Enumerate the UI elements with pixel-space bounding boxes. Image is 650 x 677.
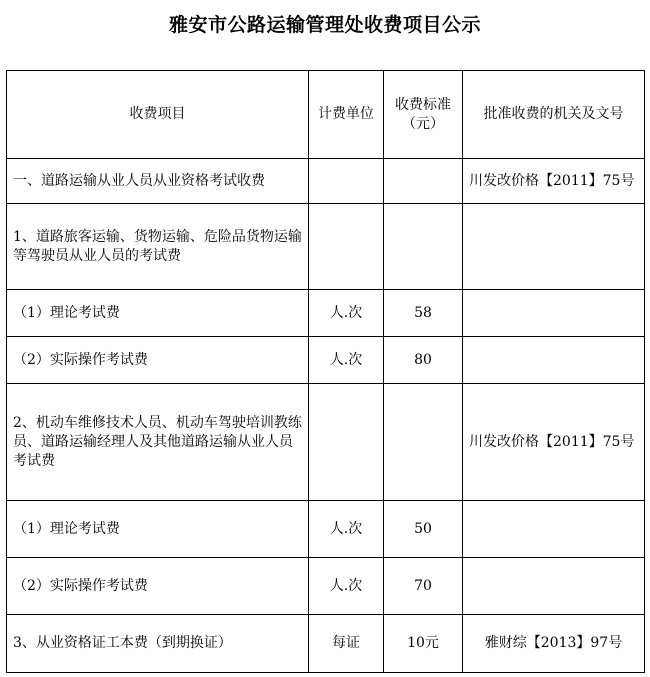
table-row <box>7 290 645 337</box>
cell-authority <box>463 290 645 337</box>
cell-item: （1）理论考试费 <box>7 501 309 558</box>
cell-item: 一、道路运输从业人员从业资格考试收费 <box>7 159 309 204</box>
page-title: 雅安市公路运输管理处收费项目公示 <box>168 14 481 36</box>
cell-standard: 80 <box>384 337 463 384</box>
cell-unit: 人.次 <box>309 501 384 558</box>
table-row <box>7 501 645 558</box>
cell-standard <box>384 204 463 290</box>
header-standard: 收费标准（元） <box>384 71 463 159</box>
cell-standard: 10元 <box>384 615 463 673</box>
cell-standard: 70 <box>384 558 463 615</box>
cell-authority <box>463 204 645 290</box>
table-row <box>7 204 645 290</box>
cell-item: （2）实际操作考试费 <box>7 558 309 615</box>
cell-unit <box>309 159 384 204</box>
table-row <box>7 159 645 204</box>
cell-standard: 58 <box>384 290 463 337</box>
cell-unit: 每证 <box>309 615 384 673</box>
cell-item: （1）理论考试费 <box>7 290 309 337</box>
cell-standard: 50 <box>384 501 463 558</box>
cell-unit: 人.次 <box>309 290 384 337</box>
cell-unit <box>309 384 384 501</box>
cell-unit: 人.次 <box>309 558 384 615</box>
table-row <box>7 384 645 501</box>
cell-authority <box>463 501 645 558</box>
cell-authority <box>463 337 645 384</box>
cell-unit: 人.次 <box>309 337 384 384</box>
table-row <box>7 558 645 615</box>
table-row <box>7 615 645 673</box>
cell-authority: 川发改价格【2011】75号 <box>463 159 645 204</box>
table-header-row <box>7 71 645 159</box>
cell-standard <box>384 159 463 204</box>
cell-item: （2）实际操作考试费 <box>7 337 309 384</box>
cell-standard <box>384 384 463 501</box>
fee-table <box>6 70 645 673</box>
header-authority: 批准收费的机关及文号 <box>463 71 645 159</box>
cell-item: 3、从业资格证工本费（到期换证） <box>7 615 309 673</box>
header-unit: 计费单位 <box>309 71 384 159</box>
cell-authority: 川发改价格【2011】75号 <box>463 384 645 501</box>
cell-unit <box>309 204 384 290</box>
cell-authority <box>463 558 645 615</box>
cell-item: 1、道路旅客运输、货物运输、危险品货物运输等驾驶员从业人员的考试费 <box>7 204 309 290</box>
table-row <box>7 337 645 384</box>
cell-item: 2、机动车维修技术人员、机动车驾驶培训教练员、道路运输经理人及其他道路运输从业人员考试费 <box>7 384 309 501</box>
header-item: 收费项目 <box>7 71 309 159</box>
cell-authority: 雅财综【2013】97号 <box>463 615 645 673</box>
